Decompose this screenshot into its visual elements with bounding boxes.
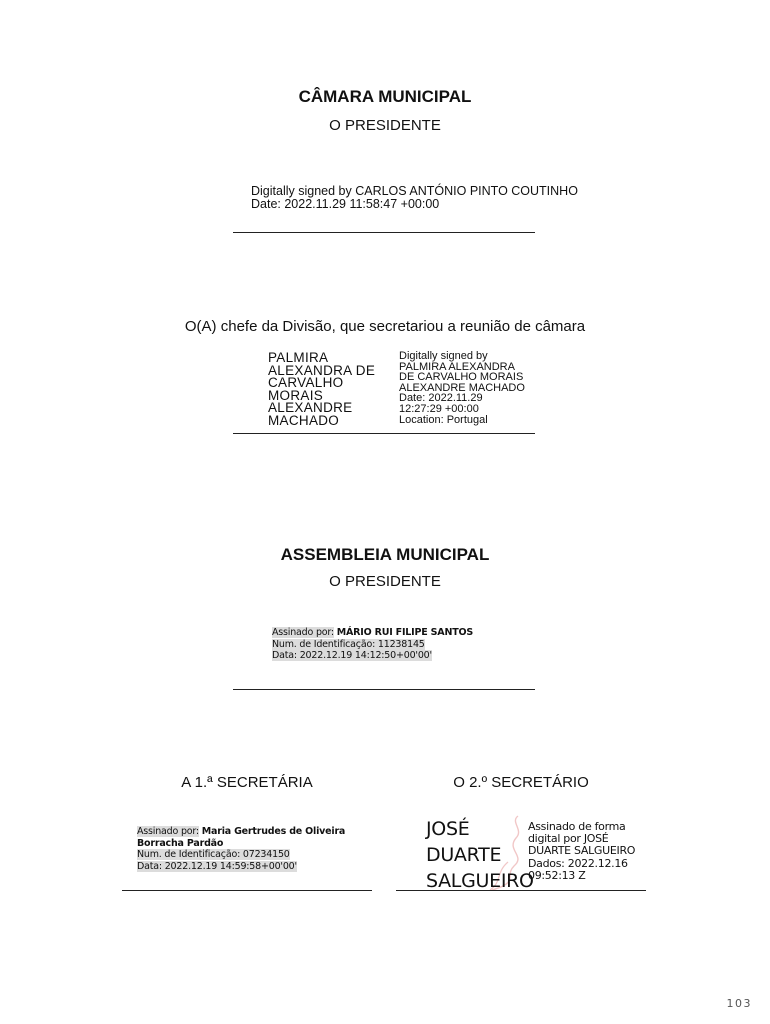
secretario2-name-line: SALGUEIRO <box>426 870 534 892</box>
secretaria1-signer-name-2: Borracha Pardão <box>137 837 224 849</box>
secretaria1-digital-signature <box>137 826 345 872</box>
chefe-signature-line: ALEXANDRE MACHADO <box>399 381 525 394</box>
chefe-name-line: ALEXANDRA DE <box>268 362 376 378</box>
secretario2-name-line: DUARTE <box>426 844 502 866</box>
camara-digital-signature <box>251 185 578 211</box>
assembleia-digital-signature <box>272 627 473 662</box>
secretario2-signature-line: Assinado de forma <box>528 820 626 833</box>
chefe-signature-line <box>233 433 535 434</box>
chefe-name-block <box>268 352 375 427</box>
secretaria1-signature-label: Assinado por: <box>137 826 199 837</box>
secretario2-signature-line <box>396 890 646 891</box>
camara-title: CÂMARA MUNICIPAL <box>298 87 472 106</box>
chefe-signature-line: Location: Portugal <box>399 413 488 426</box>
chefe-name-line: ALEXANDRE <box>268 400 353 415</box>
secretario2-signature-line: Dados: 2022.12.16 <box>528 856 628 870</box>
camara-signature-line <box>233 232 535 233</box>
page-number: 103 <box>726 997 752 1010</box>
secretario2-signature-line: digital por JOSÉ <box>528 832 609 846</box>
assembleia-signature-date: Data: 2022.12.19 14:12:50+00'00' <box>272 650 432 661</box>
assembleia-signature-id: Num. de Identificação: 11238145 <box>272 638 425 650</box>
assembleia-subtitle: O PRESIDENTE <box>329 573 441 590</box>
chefe-signature-line: PALMIRA ALEXANDRA <box>399 360 515 373</box>
secretario2-name-block <box>426 816 534 894</box>
chefe-name-line: MACHADO <box>268 412 340 428</box>
chefe-signature-line: Digitally signed by <box>399 350 488 362</box>
chefe-signature-line: 12:27:29 +00:00 <box>399 402 479 415</box>
chefe-name-line: PALMIRA <box>268 350 329 365</box>
chefe-name-line: MORAIS <box>268 387 324 403</box>
chefe-label: O(A) chefe da Divisão, que secretariou a reunião de câmara <box>184 318 586 335</box>
secretario2-signature-line: DUARTE SALGUEIRO <box>528 844 636 858</box>
secretaria1-signature-date: Data: 2022.12.19 14:59:58+00'00' <box>137 860 297 872</box>
assembleia-title: ASSEMBLEIA MUNICIPAL <box>280 545 490 564</box>
assembleia-signer-name: MÁRIO RUI FILIPE SANTOS <box>336 627 473 638</box>
secretaria1-title: A 1.ª SECRETÁRIA <box>181 774 313 791</box>
chefe-name-line: CARVALHO <box>268 375 344 390</box>
secretario2-digital-signature <box>528 821 635 882</box>
secretario2-name-line: JOSÉ <box>426 818 470 840</box>
secretario2-title: O 2.º SECRETÁRIO <box>453 774 589 791</box>
secretario2-signature-line: 09:52:13 Z <box>528 868 586 882</box>
camara-subtitle: O PRESIDENTE <box>329 117 441 134</box>
camara-signature-line-2: Date: 2022.11.29 11:58:47 +00:00 <box>251 197 440 211</box>
chefe-signature-line: DE CARVALHO MORAIS <box>399 371 524 384</box>
assembleia-signature-line <box>233 689 535 690</box>
chefe-signature-line: Date: 2022.11.29 <box>399 392 483 405</box>
secretaria1-signer-name-1: Maria Gertrudes de Oliveira <box>201 826 346 837</box>
chefe-digital-signature <box>399 351 525 425</box>
secretaria1-signature-line <box>122 890 372 891</box>
assembleia-signature-label: Assinado por: <box>272 627 334 638</box>
camara-signature-line-1: Digitally signed by CARLOS ANTÓNIO PINTO COUTINHO <box>251 184 578 198</box>
secretaria1-signature-id: Num. de Identificação: 07234150 <box>137 849 290 860</box>
